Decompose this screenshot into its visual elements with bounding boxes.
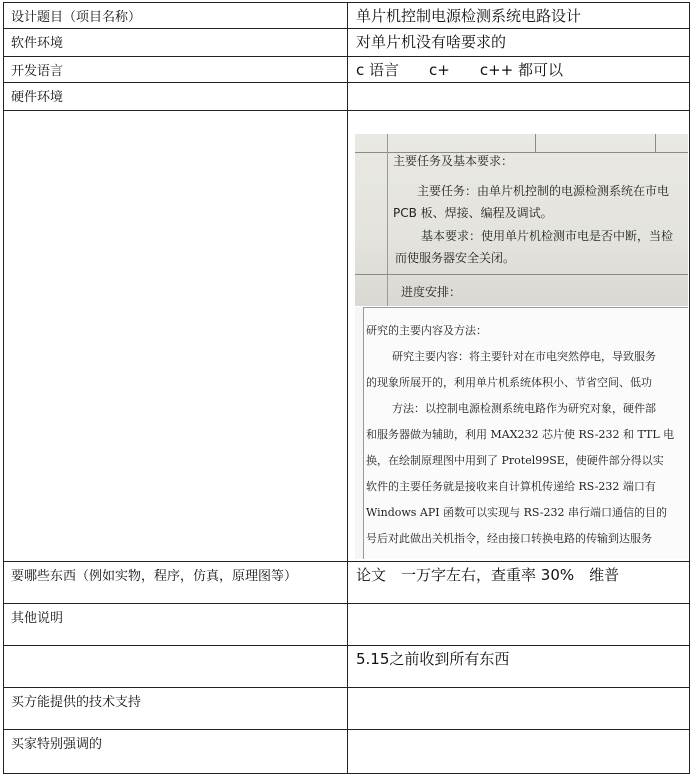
table-row (4, 83, 690, 111)
scan-text-line: 软件的主要任务就是接收来自计算机传递给 RS-232 端口有 (366, 480, 656, 493)
scan-text-line: 和服务器做为辅助，利用 MAX232 芯片使 RS-232 和 TTL 电 (366, 428, 675, 441)
requirements-photo (355, 134, 688, 306)
row-label: 设计题目（项目名称） (4, 3, 348, 29)
table-row (4, 730, 690, 774)
scan-text-line: 的现象所展开的，利用单片机系统体积小、节省空间、低功 (366, 376, 652, 389)
scan-text-line: 换，在绘制原理图中用到了 Protel99SE，使硬件部分得以实 (366, 454, 664, 467)
photo-text-line: 进度安排： (401, 285, 462, 299)
row-label: 其他说明 (4, 604, 348, 646)
row-value (348, 83, 690, 111)
row-label: 软件环境 (4, 29, 348, 57)
row-value: 论文 一万字左右，查重率 30% 维普 (348, 562, 690, 604)
row-value (348, 604, 690, 646)
table-row (4, 29, 690, 57)
table-row (4, 688, 690, 730)
row-label: 硬件环境 (4, 83, 348, 111)
table-row (4, 646, 690, 688)
table-row (4, 3, 690, 29)
scan-text-line: 方法：以控制电源检测系统电路作为研究对象，硬件部 (392, 402, 656, 415)
row-value (348, 730, 690, 774)
scan-text-line: 号后对此做出关机指令，经由接口转换电路的传输到达服务 (366, 532, 652, 545)
photo-text-line: 主要任务及基本要求： (393, 154, 514, 168)
image-cell-label (4, 111, 348, 562)
row-label: 买方能提供的技术支持 (4, 688, 348, 730)
photo-text-line: PCB 板、焊接、编程及调试。 (393, 206, 553, 220)
row-label: 买家特别强调的 (4, 730, 348, 774)
photo-text-line: 主要任务：由单片机控制的电源检测系统在市电 (417, 184, 670, 198)
row-label: 要哪些东西（例如实物，程序，仿真，原理图等） (4, 562, 348, 604)
row-value (348, 688, 690, 730)
row-value: 对单片机没有啥要求的 (348, 29, 690, 57)
table-row (4, 604, 690, 646)
table-row (4, 57, 690, 83)
photo-text-line: 基本要求：使用单片机检测市电是否中断，当检 (421, 229, 674, 243)
research-content-scan (355, 307, 688, 559)
row-label (4, 646, 348, 688)
scan-text-line: 研究主要内容：将主要针对在市电突然停电，导致服务 (392, 350, 656, 363)
table-row (4, 562, 690, 604)
row-value: 5.15之前收到所有东西 (348, 646, 690, 688)
row-value: c 语言 c+ c++ 都可以 (348, 57, 690, 83)
scan-text-line: 研究的主要内容及方法： (366, 324, 487, 337)
scan-text-line: Windows API 函数可以实现与 RS-232 串行端口通信的目的 (366, 506, 668, 519)
photo-text-line: 而使服务器安全关闭。 (395, 251, 516, 265)
row-label: 开发语言 (4, 57, 348, 83)
row-value: 单片机控制电源检测系统电路设计 (348, 3, 690, 29)
